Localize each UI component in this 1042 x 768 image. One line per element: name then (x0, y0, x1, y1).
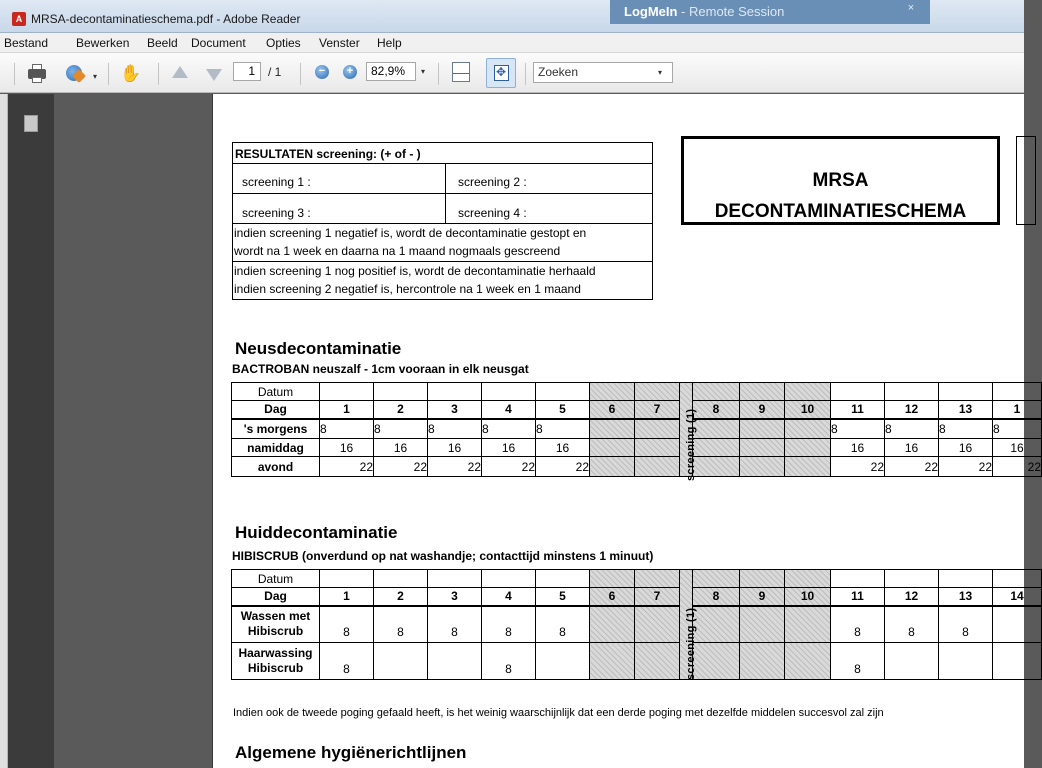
neus-morning-cell: 8 (939, 419, 993, 439)
neus-day-cell: 11 (831, 401, 885, 419)
logmein-brand: LogMeIn (624, 4, 678, 19)
neus-evening-cell: 22 (536, 457, 590, 477)
menu-help[interactable]: Help (377, 36, 402, 50)
neus-morning-cell: 8 (831, 419, 885, 439)
neus-afternoon-cell: 16 (831, 439, 885, 457)
huid-schedule-table (231, 569, 1042, 680)
logmein-banner (610, 0, 930, 24)
window-title: MRSA-decontaminatieschema.pdf - Adobe Reader (31, 12, 301, 26)
pages-icon[interactable] (24, 115, 38, 132)
huid-wash-label-line-1: Wassen met (240, 609, 311, 624)
mrsa-title-line-1: MRSA (812, 170, 869, 191)
neus-evening-cell: 22 (831, 457, 885, 477)
screening-1-label: screening 1 : (242, 175, 311, 189)
toolbar-separator (438, 63, 439, 85)
huid-day-cell: 3 (428, 588, 482, 606)
share-caret-icon[interactable]: ▾ (93, 72, 98, 81)
neus-heading: Neusdecontaminatie (235, 339, 402, 358)
neus-evening-label: avond (232, 457, 320, 477)
results-table (232, 142, 653, 300)
neus-day-cell: 1 (993, 401, 1042, 419)
share-icon[interactable] (64, 63, 90, 85)
results-note-2 (233, 262, 652, 300)
zoom-input[interactable]: 82,9% (366, 62, 416, 81)
search-input[interactable]: Zoeken (533, 62, 673, 83)
menu-bewerken[interactable]: Bewerken (76, 36, 130, 50)
neus-day-cell: 8 (693, 401, 740, 419)
hand-tool-icon[interactable]: ✋ (120, 64, 142, 83)
neus-day-cell: 10 (785, 401, 831, 419)
screening-2-label: screening 2 : (458, 175, 527, 189)
huid-wash-cell: 8 (482, 606, 536, 643)
huid-dag-label: Dag (232, 588, 320, 606)
neus-day-cell: 1 (320, 401, 374, 419)
neus-morning-cell: 8 (374, 419, 428, 439)
logmein-label: - Remote Session (677, 4, 785, 19)
huid-hair-cell: 8 (482, 643, 536, 680)
menu-bestand[interactable]: Bestand (4, 36, 49, 50)
neus-morning-cell: 8 (428, 419, 482, 439)
page-number-input[interactable]: 1 (233, 62, 261, 81)
toolbar-separator (158, 63, 159, 85)
huid-heading: Huiddecontaminatie (235, 523, 398, 542)
neus-evening-cell: 22 (993, 457, 1042, 477)
neus-afternoon-cell: 16 (536, 439, 590, 457)
neus-morning-cell: 8 (482, 419, 536, 439)
results-note-1-line-2: wordt na 1 week en daarna na 1 maand nogmaals gescreend (234, 244, 561, 258)
huid-day-cell: 14 (993, 588, 1042, 606)
neus-afternoon-cell: 16 (428, 439, 482, 457)
neus-day-cell: 2 (374, 401, 428, 419)
neus-day-cell: 6 (590, 401, 635, 419)
next-page-icon[interactable] (204, 63, 224, 85)
huid-wash-cell: 8 (939, 606, 993, 643)
footer-note: Indien ook de tweede poging gefaald heeft, is het weinig waarschijnlijk dat een derde poging met dezelfde middelen succesvol zal zijn (233, 707, 884, 719)
logmein-close-icon[interactable]: × (907, 2, 915, 14)
huid-day-cell: 4 (482, 588, 536, 606)
huid-day-cell: 9 (740, 588, 785, 606)
neus-schedule-table (231, 382, 1042, 477)
mrsa-title-box (681, 136, 1000, 225)
neus-datum-label: Datum (232, 383, 320, 401)
neus-evening-cell: 22 (428, 457, 482, 477)
results-note-2-line-1: indien screening 1 nog positief is, wordt de decontaminatie herhaald (234, 264, 596, 278)
huid-day-cell: 11 (831, 588, 885, 606)
huid-day-cell: 13 (939, 588, 993, 606)
zoom-out-icon[interactable]: − (315, 65, 329, 79)
huid-hair-cell: 8 (320, 643, 374, 680)
neus-morning-cell: 8 (885, 419, 939, 439)
huid-hair-label-line-1: Haarwassing (238, 646, 313, 660)
fit-width-icon[interactable] (486, 58, 516, 88)
results-divider (445, 163, 446, 194)
neus-afternoon-cell: 16 (993, 439, 1042, 457)
huid-day-cell: 5 (536, 588, 590, 606)
fit-page-icon[interactable] (452, 62, 470, 82)
menu-venster[interactable]: Venster (319, 36, 360, 50)
huid-day-cell: 10 (785, 588, 831, 606)
results-divider (445, 193, 446, 224)
huid-day-cell: 2 (374, 588, 428, 606)
neus-day-cell: 7 (635, 401, 680, 419)
neus-morning-cell: 8 (993, 419, 1042, 439)
neus-day-cell: 4 (482, 401, 536, 419)
neus-day-cell: 3 (428, 401, 482, 419)
menu-document[interactable]: Document (191, 36, 246, 50)
menu-beeld[interactable]: Beeld (147, 36, 178, 50)
hygiene-heading: Algemene hygiënerichtlijnen (235, 743, 467, 762)
navigation-pane-edge (0, 94, 8, 768)
neus-afternoon-cell: 16 (482, 439, 536, 457)
zoom-in-icon[interactable]: + (343, 65, 357, 79)
huid-day-cell: 1 (320, 588, 374, 606)
menu-opties[interactable]: Opties (266, 36, 301, 50)
menu-bar (0, 33, 1024, 53)
neus-evening-cell: 22 (885, 457, 939, 477)
adobe-reader-icon: A (12, 12, 26, 26)
huid-wash-cell: 8 (374, 606, 428, 643)
title-bar (0, 0, 1024, 33)
neus-day-cell: 12 (885, 401, 939, 419)
huid-day-cell: 8 (693, 588, 740, 606)
neus-morning-cell: 8 (320, 419, 374, 439)
neus-day-cell: 5 (536, 401, 590, 419)
huid-day-cell: 6 (590, 588, 635, 606)
neus-evening-cell: 22 (374, 457, 428, 477)
huid-day-cell: 7 (635, 588, 680, 606)
huid-wash-cell: 8 (536, 606, 590, 643)
toolbar-separator (108, 63, 109, 85)
print-icon[interactable] (26, 63, 48, 85)
huid-wash-cell: 8 (320, 606, 374, 643)
neus-morning-cell: 8 (536, 419, 590, 439)
huid-datum-label: Datum (232, 570, 320, 588)
neus-afternoon-cell: 16 (885, 439, 939, 457)
previous-page-icon[interactable] (170, 63, 190, 85)
toolbar-separator (300, 63, 301, 85)
screening-4-label: screening 4 : (458, 206, 527, 220)
toolbar-separator (525, 63, 526, 85)
mrsa-title-line-2: DECONTAMINATIESCHEMA (714, 201, 967, 222)
neus-afternoon-label: namiddag (232, 439, 320, 457)
results-row-2 (233, 194, 652, 224)
results-note-1 (233, 224, 652, 262)
results-row-1 (233, 164, 652, 194)
neus-evening-cell: 22 (939, 457, 993, 477)
screening-3-label: screening 3 : (242, 206, 311, 220)
zoom-caret-icon[interactable]: ▾ (421, 67, 426, 76)
neus-afternoon-cell: 16 (320, 439, 374, 457)
huid-hair-label-line-2: Hibiscrub (247, 661, 304, 675)
neus-day-cell: 13 (939, 401, 993, 419)
neus-evening-cell: 22 (482, 457, 536, 477)
huid-wash-label (232, 606, 320, 643)
huid-subheading: HIBISCRUB (onverdund op nat washandje; contacttijd minstens 1 minuut) (232, 549, 654, 563)
huid-wash-cell: 8 (428, 606, 482, 643)
side-box-edge (1016, 136, 1036, 225)
huid-screening-label: screening (1) (685, 607, 697, 680)
huid-hair-cell: 8 (831, 643, 885, 680)
neus-evening-cell: 22 (320, 457, 374, 477)
results-note-1-line-1: indien screening 1 negatief is, wordt de decontaminatie gestopt en (234, 226, 587, 240)
neus-dag-label: Dag (232, 401, 320, 419)
results-note-2-line-2: indien screening 2 negatief is, hercontrole na 1 week en 1 maand (234, 282, 581, 296)
page-total: / 1 (268, 65, 282, 79)
neus-subheading: BACTROBAN neuszalf - 1cm vooraan in elk neusgat (232, 362, 529, 376)
results-header: RESULTATEN screening: (+ of - ) (233, 143, 652, 164)
huid-hair-label (232, 643, 320, 680)
navigation-sidebar (8, 94, 54, 768)
neus-afternoon-cell: 16 (374, 439, 428, 457)
huid-day-cell: 12 (885, 588, 939, 606)
search-caret-icon[interactable]: ▾ (658, 68, 663, 77)
neus-morning-label: 's morgens (232, 419, 320, 439)
neus-screening-label: screening (1) (685, 408, 697, 481)
huid-wash-cell: 8 (831, 606, 885, 643)
huid-wash-label-line-2: Hibiscrub (247, 624, 304, 639)
toolbar-separator (14, 63, 15, 85)
huid-wash-cell: 8 (885, 606, 939, 643)
neus-afternoon-cell: 16 (939, 439, 993, 457)
neus-day-cell: 9 (740, 401, 785, 419)
